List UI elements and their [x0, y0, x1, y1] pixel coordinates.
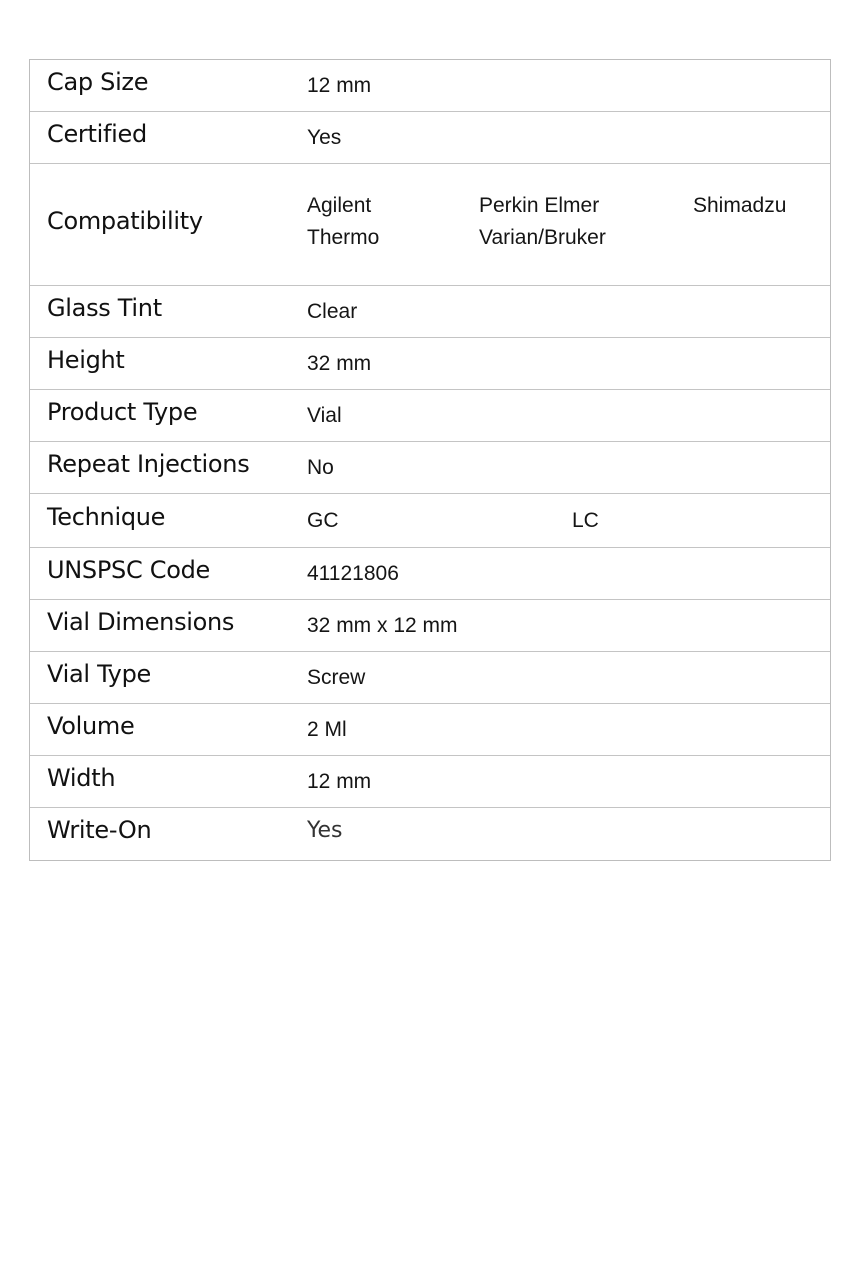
spec-value: 41121806	[307, 561, 399, 585]
spec-row-unspsc-code	[30, 548, 830, 600]
spec-label: Certified	[47, 119, 147, 148]
compatibility-item: Perkin Elmer	[479, 193, 600, 217]
spec-value: Vial	[307, 403, 342, 427]
compatibility-item: Thermo	[307, 225, 380, 249]
spec-value: 12 mm	[307, 73, 372, 97]
spec-label: UNSPSC Code	[47, 555, 210, 584]
spec-row-write-on	[30, 808, 830, 860]
spec-table	[29, 59, 831, 861]
spec-value: 32 mm x 12 mm	[307, 613, 458, 637]
spec-label: Cap Size	[47, 67, 149, 96]
spec-label: Height	[47, 345, 125, 374]
spec-label: Write-On	[47, 816, 152, 844]
spec-row-width	[30, 756, 830, 808]
spec-row-cap-size	[30, 60, 830, 112]
spec-label: Compatibility	[47, 206, 203, 235]
spec-value-list	[290, 193, 830, 251]
spec-row-vial-dimensions	[30, 600, 830, 652]
spec-label: Technique	[47, 502, 166, 531]
spec-row-volume	[30, 704, 830, 756]
spec-row-certified	[30, 112, 830, 164]
spec-value: No	[307, 455, 334, 479]
spec-row-compatibility	[30, 164, 830, 286]
spec-label: Volume	[47, 711, 135, 740]
technique-item: LC	[572, 508, 599, 532]
spec-value: Yes	[307, 817, 343, 843]
spec-value: Yes	[307, 125, 342, 149]
spec-label: Vial Dimensions	[47, 607, 235, 636]
compatibility-item: Shimadzu	[693, 193, 787, 217]
spec-row-technique	[30, 494, 830, 548]
spec-value: Clear	[307, 299, 358, 323]
spec-label: Glass Tint	[47, 293, 162, 322]
spec-value: 12 mm	[307, 769, 372, 793]
spec-value: 32 mm	[307, 351, 372, 375]
compatibility-item: Varian/Bruker	[479, 225, 606, 249]
spec-row-repeat-injections	[30, 442, 830, 494]
spec-label: Repeat Injections	[47, 449, 250, 478]
spec-label: Vial Type	[47, 659, 151, 688]
spec-label: Product Type	[47, 397, 198, 426]
spec-row-glass-tint	[30, 286, 830, 338]
technique-item: GC	[307, 508, 339, 532]
spec-row-height	[30, 338, 830, 390]
compatibility-item: Agilent	[307, 193, 372, 217]
spec-row-vial-type	[30, 652, 830, 704]
spec-value: 2 Ml	[307, 717, 347, 741]
spec-value: Screw	[307, 665, 366, 689]
spec-label: Width	[47, 763, 116, 792]
spec-value-list	[290, 509, 830, 533]
spec-row-product-type	[30, 390, 830, 442]
